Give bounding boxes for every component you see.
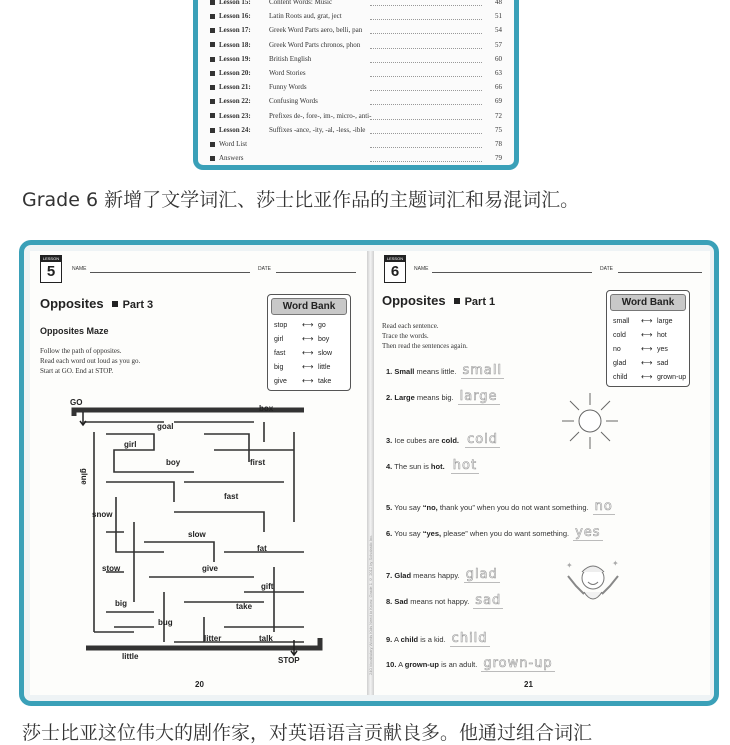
sentence-keyword: cold. [441, 436, 459, 445]
toc-lesson: Lesson 15: [219, 0, 251, 6]
toc-page: 78 [495, 140, 502, 148]
toc-page: 51 [495, 12, 502, 21]
toc-title: Confusing Words [269, 97, 318, 106]
sentence-pre: You say [394, 503, 421, 512]
maze-stop-label: STOP [278, 656, 300, 665]
maze-word: litter [204, 634, 222, 643]
sentence-item [386, 499, 615, 514]
word-left: girl [274, 336, 284, 343]
square-bullet-icon [210, 0, 215, 5]
toc-row [210, 41, 502, 55]
word-pair [613, 330, 683, 339]
square-bullet-icon [210, 71, 215, 76]
sentence-item [386, 432, 500, 447]
toc-row [210, 126, 502, 140]
title-text: Opposites [382, 293, 446, 308]
toc-page: 66 [495, 83, 502, 92]
sentence-number: 8. [386, 597, 393, 606]
word-right: hot [657, 332, 667, 339]
sentence-item [386, 631, 490, 646]
sentence-item [386, 567, 500, 582]
square-bullet-icon [210, 156, 215, 161]
square-bullet-icon [210, 128, 215, 133]
maze-word: snow [92, 510, 113, 519]
word-pair [613, 316, 683, 325]
toc-page: 48 [495, 0, 502, 6]
square-bullet-icon [210, 85, 215, 90]
toc-leader [370, 119, 482, 120]
double-arrow-icon: ⟷ [641, 372, 653, 381]
toc-title: Funny Words [269, 83, 307, 92]
toc-page: 60 [495, 54, 502, 63]
toc-leader [370, 5, 482, 6]
word-right: sad [657, 360, 669, 367]
toc-row [210, 0, 502, 12]
toc-leader [370, 104, 482, 105]
toc-leader [370, 33, 482, 34]
toc-row [210, 112, 502, 126]
instruction-line: Read each sentence. [382, 322, 439, 330]
double-arrow-icon: ⟷ [641, 316, 653, 325]
toc-row [210, 140, 502, 154]
sentence-keyword: Glad [394, 571, 412, 580]
toc-lesson: Lesson 24: [219, 125, 251, 134]
opposites-maze [54, 398, 326, 665]
right-page [374, 251, 710, 695]
trace-word: hot [452, 458, 478, 473]
date-line [276, 272, 356, 273]
toc-leader [370, 147, 482, 148]
word-pair [274, 362, 344, 371]
toc-row [210, 55, 502, 69]
sentence-item [386, 525, 603, 540]
part-label: Part 1 [464, 296, 496, 308]
lesson-badge [40, 255, 62, 283]
toc-row [210, 69, 502, 83]
toc-title: Word Stories [269, 69, 306, 77]
word-left: give [274, 378, 287, 385]
maze-word: stow [102, 564, 121, 573]
sentence-item [386, 656, 555, 671]
toc-leader [370, 48, 482, 49]
sentence-item [386, 458, 479, 473]
date-line [618, 272, 702, 273]
word-pair [274, 376, 344, 385]
word-right: go [318, 322, 326, 329]
maze-subhead: Opposites Maze [40, 326, 109, 336]
sentence-rest: thank you” when you do not want something. [439, 503, 589, 512]
sentence-rest: means not happy. [410, 597, 470, 606]
trace-word: small [462, 363, 503, 378]
toc-lesson: Lesson 21: [219, 83, 251, 92]
trace-word: no [594, 499, 613, 514]
maze-word: fast [224, 492, 239, 501]
maze-word: talk [259, 634, 273, 643]
caption-grade6: Grade 6 新增了文学词汇、莎士比亚作品的主题词汇和易混词汇。 [22, 189, 580, 211]
square-bullet-icon [210, 113, 215, 118]
maze-word: big [115, 599, 127, 608]
word-bank [267, 294, 351, 391]
word-left: no [613, 346, 621, 353]
toc-lesson: Lesson 22: [219, 97, 251, 106]
word-left: glad [613, 360, 627, 367]
toc-title: Answers [219, 154, 244, 163]
word-right: slow [318, 350, 333, 357]
word-pair [613, 358, 683, 367]
sentence-number: 7. [386, 571, 393, 580]
name-line [432, 272, 592, 273]
toc-page: 72 [495, 111, 502, 120]
maze-word: give [202, 564, 219, 573]
sentence-rest: is an adult. [441, 660, 478, 669]
date-label: DATE [600, 266, 613, 272]
sentence-number: 1. [386, 367, 393, 376]
maze-word: fat [257, 544, 267, 553]
lesson-number: 5 [46, 263, 56, 280]
maze-word: little [122, 652, 139, 661]
toc-title: Suffixes -ance, -ity, -al, -less, -ible [269, 125, 366, 134]
double-arrow-icon: ⟷ [302, 376, 314, 385]
instruction-line: Read each word out loud as you go. [40, 357, 141, 365]
toc-title: Prefixes de-, fore-, im-, micro-, anti- [269, 111, 372, 120]
sentence-number: 5. [386, 503, 393, 512]
sentence-pre: A [393, 635, 399, 644]
sentence-pre: Ice cubes are [394, 436, 440, 445]
sentence-number: 4. [386, 462, 393, 471]
word-left: big [274, 364, 284, 371]
toc-page: 63 [495, 69, 502, 77]
instruction-line: Then read the sentences again. [382, 342, 468, 350]
toc-leader [370, 161, 482, 162]
sentence-keyword: “no, [422, 503, 438, 512]
trace-word: sad [475, 593, 502, 608]
toc-row [210, 26, 502, 40]
word-right: large [657, 318, 673, 325]
name-label: NAME [72, 266, 87, 272]
toc-leader [370, 62, 482, 63]
toc-title: Latin Roots aud, grat, ject [269, 12, 342, 21]
word-right: boy [318, 336, 330, 343]
toc-page: 69 [495, 97, 502, 106]
double-arrow-icon: ⟷ [641, 344, 653, 353]
lesson-number: 6 [390, 263, 400, 280]
toc-lesson: Lesson 23: [219, 111, 251, 120]
word-bank-title: Word Bank [271, 298, 347, 315]
toc-page: 54 [495, 26, 502, 35]
square-bullet-icon [210, 28, 215, 33]
toc-title: Word List [219, 140, 248, 148]
svg-text:✦: ✦ [566, 561, 573, 570]
instruction-line: Start at GO. End at STOP. [40, 367, 114, 375]
instructions [382, 321, 468, 351]
square-bullet-icon [112, 301, 118, 307]
sentence-rest: means happy. [413, 571, 460, 580]
sentence-rest: please” when you do want something. [443, 529, 570, 538]
toc-page: 75 [495, 125, 502, 134]
sentence-number: 6. [386, 529, 393, 538]
maze-go-label: GO [70, 398, 83, 407]
maze-word: boy [166, 458, 181, 467]
toc-row [210, 12, 502, 26]
word-right: little [318, 364, 331, 371]
table-of-contents [193, 0, 519, 170]
trace-word: cold [467, 432, 499, 447]
sentence-rest: means big. [416, 393, 454, 402]
name-line [90, 272, 250, 273]
sentence-pre: You say [394, 529, 421, 538]
sentence-keyword: “yes, [422, 529, 442, 538]
name-label: NAME [414, 266, 429, 272]
double-arrow-icon: ⟷ [302, 362, 314, 371]
square-bullet-icon [210, 99, 215, 104]
toc-leader [370, 76, 482, 77]
sun-icon [560, 391, 620, 451]
toc-title: Content Words: Music [269, 0, 333, 6]
sentence-number: 9. [386, 635, 393, 644]
word-pair [274, 334, 344, 343]
sentence-keyword: Large [394, 393, 415, 402]
workbook-spread [19, 240, 719, 706]
word-left: cold [613, 332, 626, 339]
sentence-item [386, 363, 504, 378]
toc-lesson: Lesson 17: [219, 26, 251, 35]
toc-page: 57 [495, 40, 502, 49]
copyright-note: 240 Vocabulary Words Kids Need to Know: Grade 1 © 2012 by Scholastic Inc. [368, 534, 373, 675]
double-arrow-icon: ⟷ [302, 334, 314, 343]
square-bullet-icon [210, 42, 215, 47]
square-bullet-icon [210, 142, 215, 147]
word-left: child [613, 374, 628, 381]
word-bank [606, 290, 690, 387]
sentence-keyword: child [400, 635, 419, 644]
maze-word: goal [157, 422, 174, 431]
sentence-rest: is a kid. [420, 635, 446, 644]
toc-leader [370, 133, 482, 134]
sentence-rest: means little. [416, 367, 457, 376]
sentence-keyword: Small [394, 367, 415, 376]
title-text: Opposites [40, 296, 104, 311]
word-right: grown-up [657, 374, 687, 381]
sentence-number: 2. [386, 393, 393, 402]
toc-leader [370, 19, 482, 20]
instructions [40, 346, 140, 376]
double-arrow-icon: ⟷ [641, 330, 653, 339]
maze-word: take [236, 602, 253, 611]
toc-title: Greek Word Parts aero, belli, pan [269, 26, 363, 35]
toc-leader [370, 90, 482, 91]
part-label: Part 3 [122, 299, 154, 311]
maze-word: girl [124, 440, 137, 449]
word-right: yes [657, 346, 668, 353]
trace-word: large [459, 389, 498, 404]
sentence-item [386, 593, 503, 608]
word-left: stop [274, 322, 288, 329]
maze-word: gift [261, 582, 274, 591]
page-title [382, 293, 495, 308]
sentence-item [386, 389, 500, 404]
caption-shakespeare: 莎士比亚这位伟大的剧作家，对英语语言贡献良多。他通过组合词汇 [22, 722, 593, 744]
page-number: 20 [195, 680, 204, 689]
sentence-keyword: Sad [394, 597, 409, 606]
trace-word: yes [575, 525, 601, 540]
maze-word: first [250, 458, 266, 467]
toc-lesson: Lesson 20: [219, 69, 251, 77]
word-pair [613, 344, 683, 353]
sentence-keyword: grown-up [404, 660, 439, 669]
square-bullet-icon [454, 298, 460, 304]
sentence-pre: The sun is [394, 462, 429, 471]
page-title [40, 296, 153, 311]
sentence-pre: A [398, 660, 403, 669]
lesson-badge [384, 255, 406, 283]
word-pair [274, 320, 344, 329]
double-arrow-icon: ⟷ [302, 348, 314, 357]
lesson-word: LESSON [42, 256, 60, 261]
maze-word: glue [79, 468, 89, 485]
toc-title: British English [269, 54, 312, 63]
word-left: small [613, 318, 630, 325]
trace-word: grown-up [483, 656, 553, 671]
go-arrow-icon [80, 412, 86, 425]
double-arrow-icon: ⟷ [641, 358, 653, 367]
word-right: take [318, 378, 332, 385]
instruction-line: Follow the path of opposites. [40, 347, 122, 355]
page-number: 21 [524, 680, 533, 689]
toc-row [210, 83, 502, 97]
trace-word: child [451, 631, 488, 646]
maze-word: bug [158, 618, 173, 627]
sentence-number: 3. [386, 436, 393, 445]
square-bullet-icon [210, 57, 215, 62]
toc-title: Greek Word Parts chronos, phon [269, 40, 361, 49]
maze-word: box [259, 404, 274, 413]
maze-word: slow [188, 530, 206, 539]
toc-row [210, 97, 502, 111]
toc-page: 79 [495, 154, 502, 163]
word-bank-title: Word Bank [610, 294, 686, 311]
toc-lesson: Lesson 18: [219, 40, 251, 49]
date-label: DATE [258, 266, 271, 272]
square-bullet-icon [210, 14, 215, 19]
sentence-number: 10. [386, 660, 397, 669]
double-arrow-icon: ⟷ [302, 320, 314, 329]
lesson-word: LESSON [386, 256, 404, 261]
instruction-line: Trace the words. [382, 332, 429, 340]
trace-word: glad [465, 567, 498, 582]
happy-child-icon [562, 556, 624, 608]
left-page [30, 251, 367, 695]
sentence-keyword: hot. [430, 462, 445, 471]
toc-row [210, 154, 502, 168]
svg-text:✦: ✦ [612, 559, 619, 568]
toc-lesson: Lesson 19: [219, 54, 251, 63]
word-pair [274, 348, 344, 357]
toc-lesson: Lesson 16: [219, 12, 251, 21]
word-left: fast [274, 350, 286, 357]
word-pair [613, 372, 687, 381]
